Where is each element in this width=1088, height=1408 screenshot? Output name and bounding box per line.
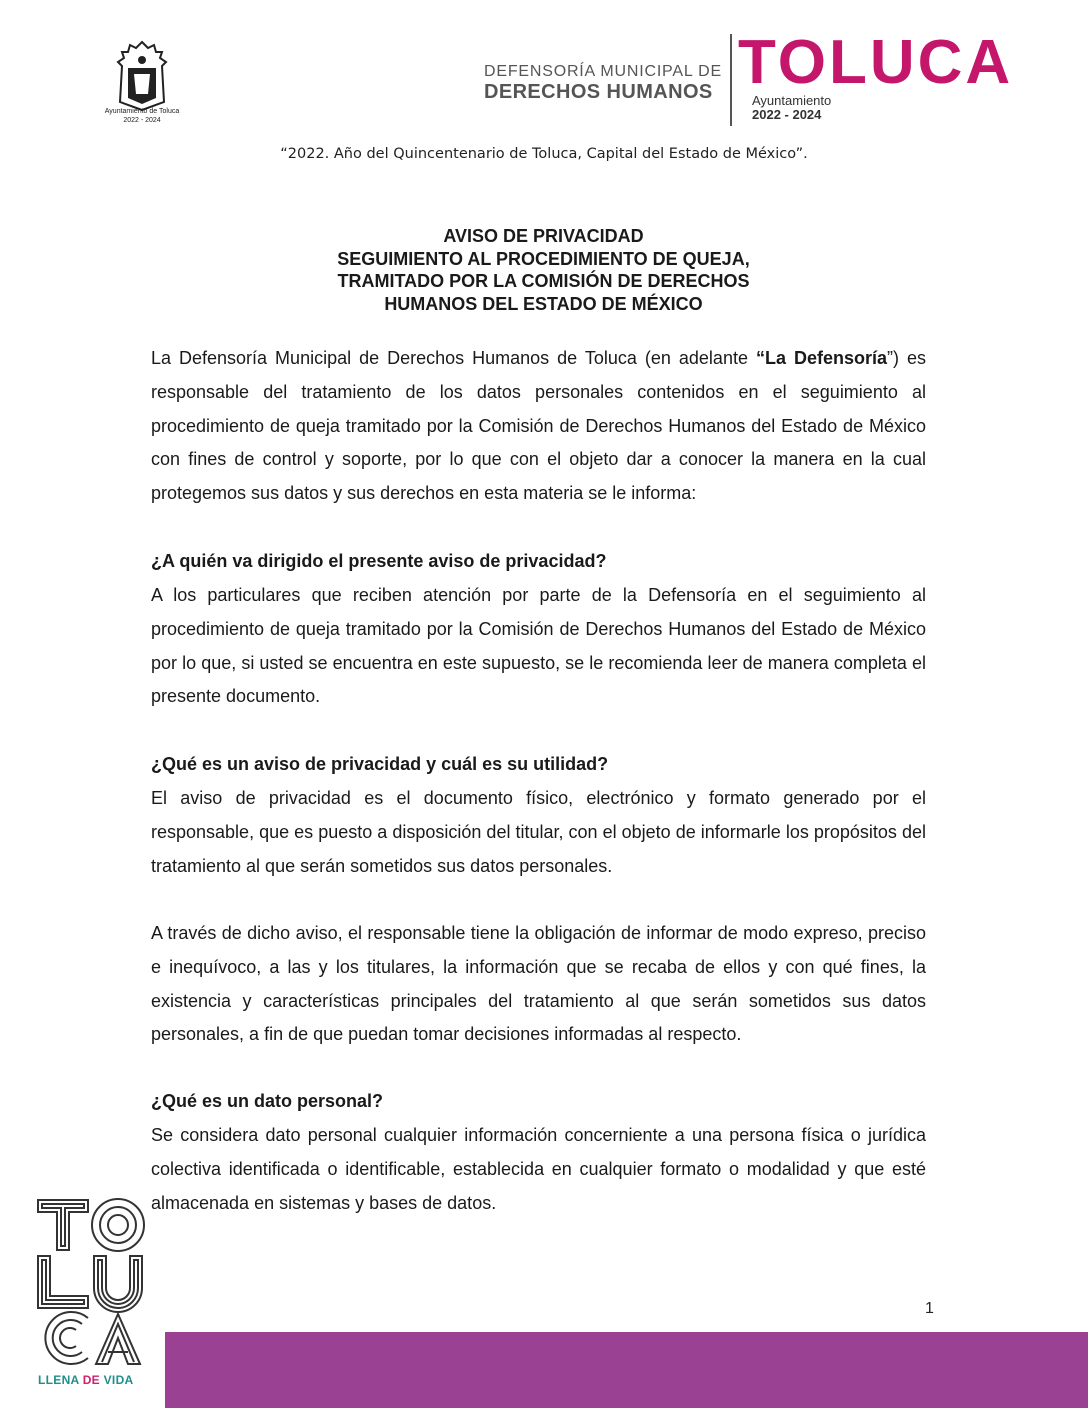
section-paragraph-aviso-2: A través de dicho aviso, el responsable tiene la obligación de informar de modo expreso, preciso e inequívoco, a las y los titulares, la información que se recaba de ellos y con qué fines, la existencia y características principales del tratamiento al que serán sometidos sus datos personales, a fin de que puedan tomar decisiones informadas al respecto. bbox=[151, 923, 926, 1045]
footer-slogan bbox=[38, 1373, 134, 1387]
intro-text-start: La Defensoría Municipal de Derechos Humanos de Toluca (en adelante bbox=[151, 348, 756, 368]
header-divider bbox=[730, 34, 732, 126]
intro-text-end: ”) es responsable del tratamiento de los datos personales contenidos en el seguimiento al procedimiento de queja tramitado por la Comisión de Derechos Humanos del Estado de México con fines de control y soporte, por lo que con el objeto dar a conocer la manera en la cual protegemos sus datos y sus derechos en esta materia se le informa: bbox=[151, 348, 927, 504]
crest-label bbox=[88, 107, 196, 125]
title-line-1: AVISO DE PRIVACIDAD bbox=[443, 226, 644, 246]
section-paragraph-dato-personal: Se considera dato personal cualquier información concerniente a una persona física o jurídica colectiva identificada o identificable, establecida en cualquier formato o modalidad y que esté almacenada en sistemas y bases de datos. bbox=[151, 1125, 926, 1213]
title-line-3: TRAMITADO POR LA COMISIÓN DE DERECHOS bbox=[337, 271, 750, 291]
section-heading-aviso: ¿Qué es un aviso de privacidad y cuál es su utilidad? bbox=[151, 754, 609, 774]
section-paragraph-aviso-1: El aviso de privacidad es el documento físico, electrónico y formato generado por el responsable, que es puesto a disposición del titular, con el objeto de informarle los propósitos del tratamiento al que serán sometidos sus datos personales. bbox=[151, 788, 926, 876]
slogan-llena: LLENA bbox=[38, 1373, 80, 1387]
defensoria-logo-line2: DERECHOS HUMANOS bbox=[484, 81, 713, 103]
intro-bold-term: “La Defensoría bbox=[755, 348, 888, 368]
crest-label-years: 2022 - 2024 bbox=[123, 117, 161, 124]
section-heading-dato-personal: ¿Qué es un dato personal? bbox=[151, 1091, 384, 1111]
section-heading-dirigido: ¿A quién va dirigido el presente aviso de privacidad? bbox=[151, 551, 607, 571]
slogan-de: DE bbox=[82, 1373, 100, 1387]
document-title bbox=[150, 225, 937, 315]
ayuntamiento-years: 2022 - 2024 bbox=[752, 107, 822, 122]
intro-paragraph bbox=[151, 342, 926, 511]
toluca-logo-wordmark: TOLUCA bbox=[738, 28, 1014, 97]
crest-label-name: Ayuntamiento de Toluca bbox=[104, 108, 180, 115]
slogan-vida: VIDA bbox=[103, 1373, 134, 1387]
title-line-2: SEGUIMIENTO AL PROCEDIMIENTO DE QUEJA, bbox=[337, 248, 750, 269]
footer-color-bar bbox=[165, 1332, 1088, 1408]
year-motto: “2022. Año del Quincentenario de Toluca, Capital del Estado de México”. bbox=[280, 146, 808, 162]
title-line-4: HUMANOS DEL ESTADO DE MÉXICO bbox=[384, 293, 703, 314]
page-number: 1 bbox=[925, 1300, 934, 1317]
ayuntamiento-label: Ayuntamiento bbox=[752, 93, 832, 108]
defensoria-logo-line1: DEFENSORÍA MUNICIPAL DE bbox=[484, 63, 722, 80]
toluca-outline-logo-icon bbox=[36, 1196, 150, 1368]
section-paragraph-dirigido: A los particulares que reciben atención por parte de la Defensoría en el seguimiento al procedimiento de queja tramitado por la Comisión de Derechos Humanos del Estado de México por lo que, si usted se encuentra en este supuesto, se le recomienda leer de manera completa el presente documento. bbox=[151, 585, 926, 707]
